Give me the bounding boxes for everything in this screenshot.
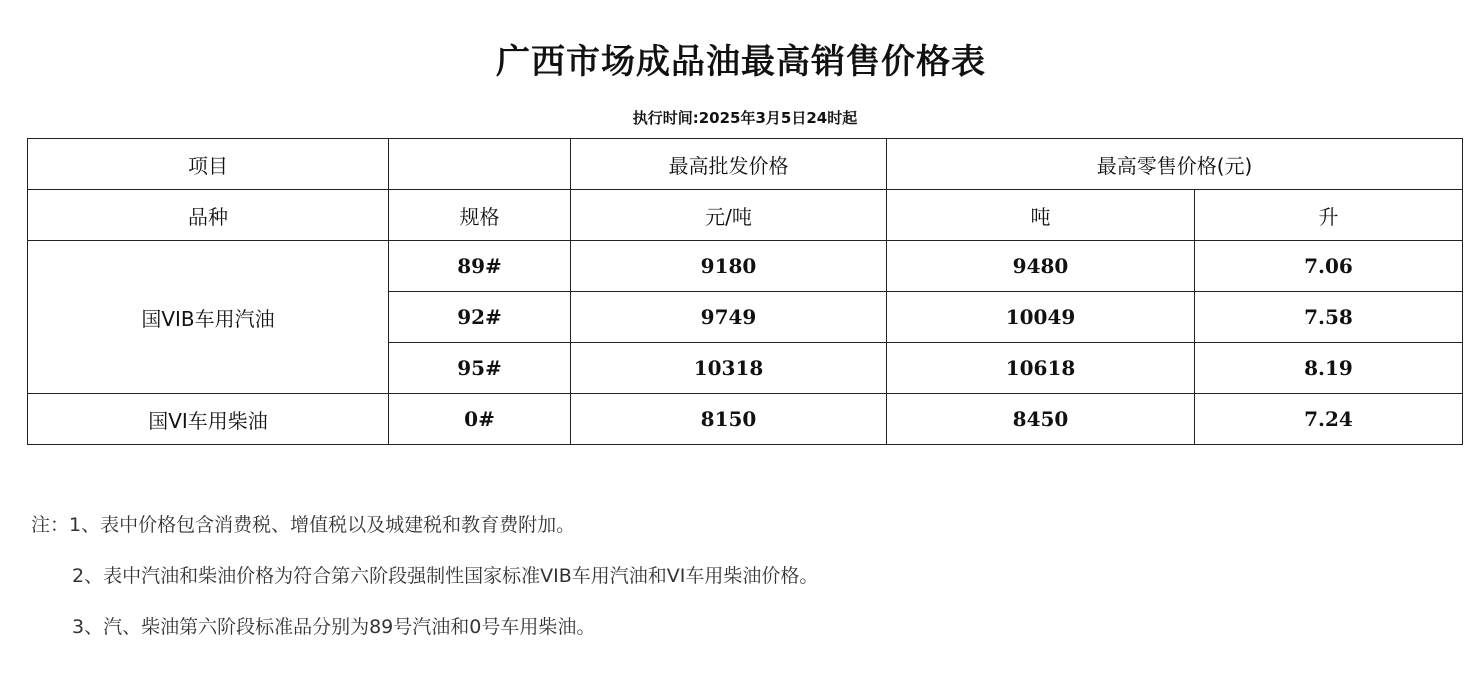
retail-ton-cell: 10049 xyxy=(887,292,1195,343)
spec-cell: 0# xyxy=(389,394,571,445)
spec-cell: 95# xyxy=(389,343,571,394)
header-row-1 xyxy=(28,139,1463,190)
wholesale-cell: 9180 xyxy=(571,241,887,292)
header-retail-ton: 吨 xyxy=(887,190,1195,241)
spec-cell: 92# xyxy=(389,292,571,343)
wholesale-cell: 10318 xyxy=(571,343,887,394)
retail-ton-cell: 10618 xyxy=(887,343,1195,394)
price-table xyxy=(27,138,1463,445)
spec-cell: 89# xyxy=(389,241,571,292)
header-retail: 最高零售价格(元) xyxy=(887,139,1463,190)
note-3: 3、汽、柴油第六阶段标准品分别为89号汽油和0号车用柴油。 xyxy=(72,616,596,638)
note-1: 注：1、表中价格包含消费税、增值税以及城建税和教育费附加。 xyxy=(31,514,576,536)
header-item: 项目 xyxy=(28,139,389,190)
effective-time: 执行时间:2025年3月5日24时起 xyxy=(632,109,858,127)
notes-section xyxy=(31,509,818,662)
retail-liter-cell: 7.06 xyxy=(1195,241,1463,292)
retail-ton-cell: 9480 xyxy=(887,241,1195,292)
retail-ton-cell: 8450 xyxy=(887,394,1195,445)
header-row-2 xyxy=(28,190,1463,241)
header-wholesale: 最高批发价格 xyxy=(571,139,887,190)
gasoline-name: 国VIB车用汽油 xyxy=(28,241,389,394)
header-variety: 品种 xyxy=(28,190,389,241)
page-title: 广西市场成品油最高销售价格表 xyxy=(496,42,986,82)
retail-liter-cell: 7.24 xyxy=(1195,394,1463,445)
table-row xyxy=(28,394,1463,445)
header-blank xyxy=(389,139,571,190)
header-spec: 规格 xyxy=(389,190,571,241)
header-retail-liter: 升 xyxy=(1195,190,1463,241)
note-2: 2、表中汽油和柴油价格为符合第六阶段强制性国家标准VIB车用汽油和VI车用柴油价格。 xyxy=(72,565,819,587)
diesel-name: 国VI车用柴油 xyxy=(28,394,389,445)
retail-liter-cell: 8.19 xyxy=(1195,343,1463,394)
table-row xyxy=(28,241,1463,292)
retail-liter-cell: 7.58 xyxy=(1195,292,1463,343)
header-wholesale-unit: 元/吨 xyxy=(571,190,887,241)
wholesale-cell: 8150 xyxy=(571,394,887,445)
wholesale-cell: 9749 xyxy=(571,292,887,343)
